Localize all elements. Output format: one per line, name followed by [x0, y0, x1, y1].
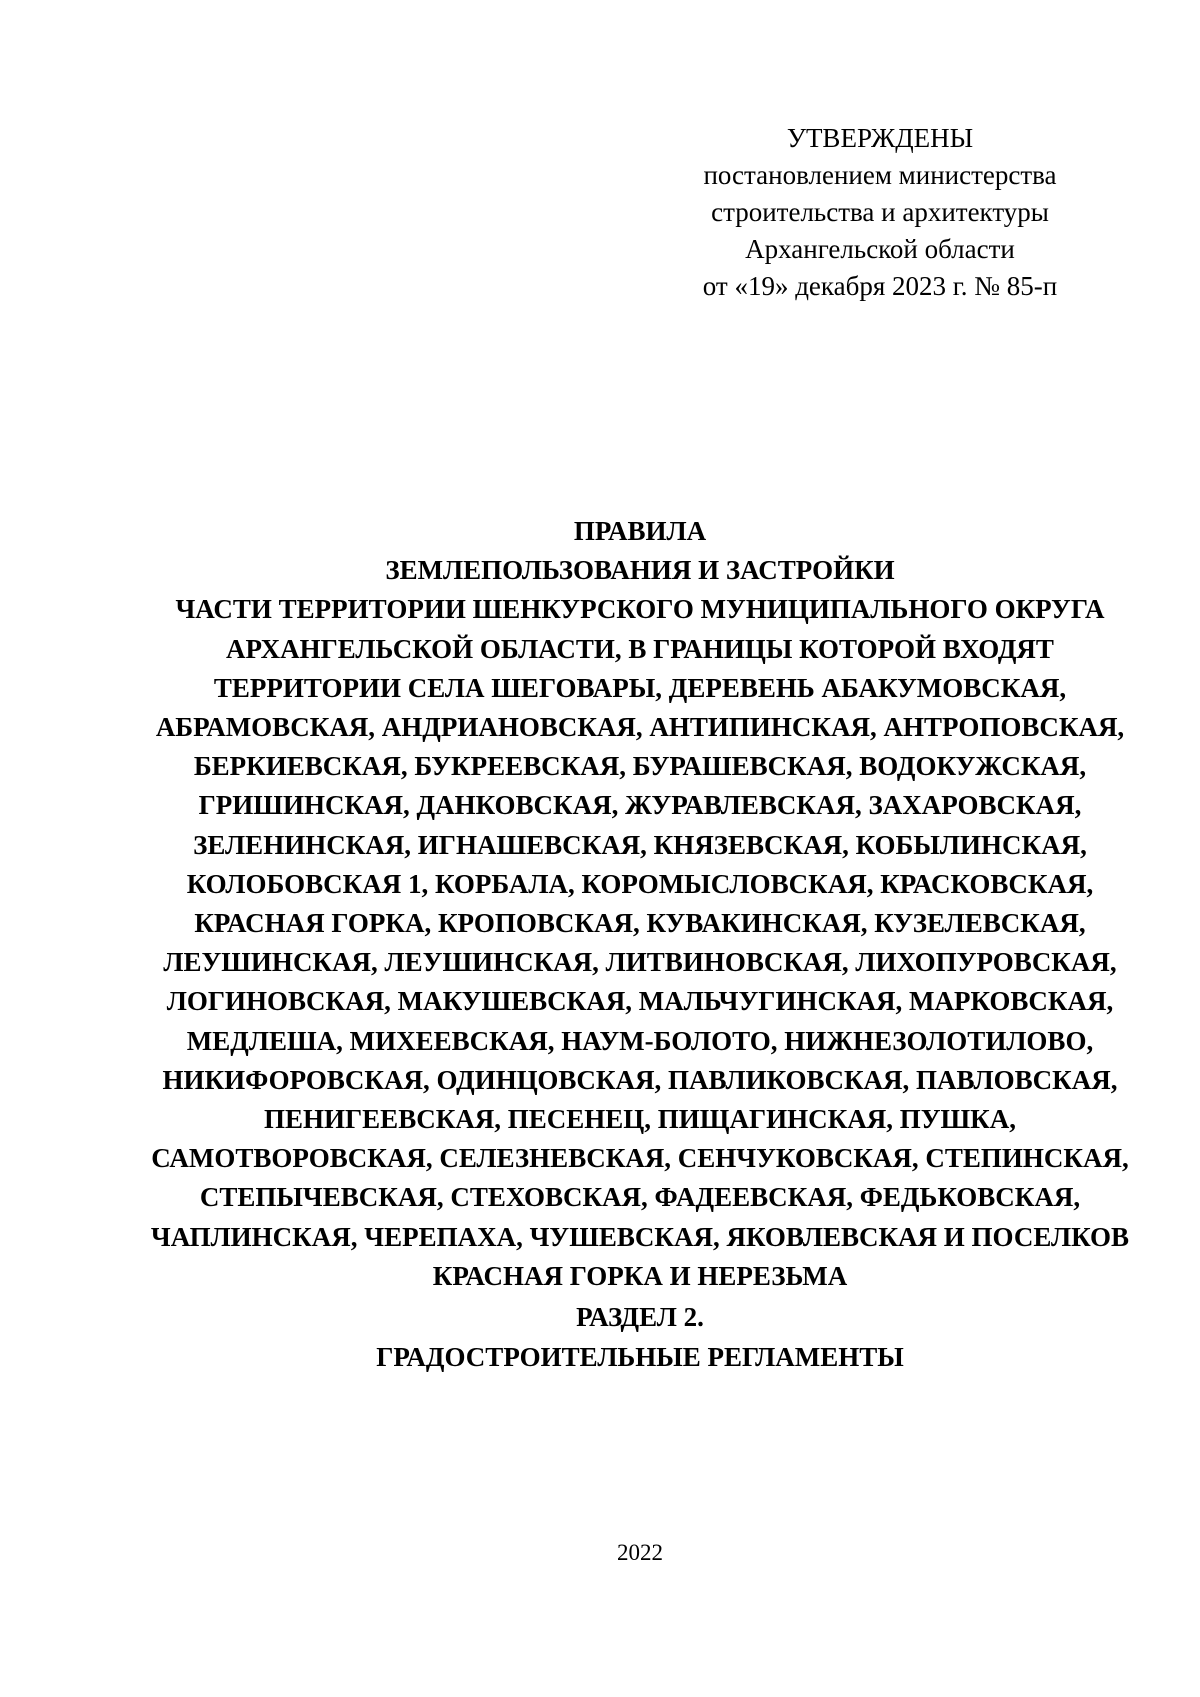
approval-stamp	[700, 120, 1060, 305]
title-line: МЕДЛЕША, МИХЕЕВСКАЯ, НАУМ-БОЛОТО, НИЖНЕЗОЛОТИЛОВО,	[186, 1025, 1094, 1056]
title-line: ЧАСТИ ТЕРРИТОРИИ ШЕНКУРСКОГО МУНИЦИПАЛЬНОГО ОКРУГА	[175, 594, 1105, 625]
title-line: КРАСНАЯ ГОРКА, КРОПОВСКАЯ, КУВАКИНСКАЯ, КУЗЕЛЕВСКАЯ,	[194, 908, 1086, 939]
approval-date-number: от «19» декабря 2023 г. № 85-п	[702, 271, 1058, 301]
approval-line: Архангельской области	[745, 234, 1015, 264]
section-title: ГРАДОСТРОИТЕЛЬНЫЕ РЕГЛАМЕНТЫ	[376, 1342, 904, 1372]
title-line: ЧАПЛИНСКАЯ, ЧЕРЕПАХА, ЧУШЕВСКАЯ, ЯКОВЛЕВСКАЯ И ПОСЕЛКОВ	[150, 1221, 1130, 1252]
title-line: ГРИШИНСКАЯ, ДАНКОВСКАЯ, ЖУРАВЛЕВСКАЯ, ЗАХАРОВСКАЯ,	[198, 790, 1082, 821]
title-line: НИКИФОРОВСКАЯ, ОДИНЦОВСКАЯ, ПАВЛИКОВСКАЯ, ПАВЛОВСКАЯ,	[162, 1064, 1118, 1095]
approval-heading: УТВЕРЖДЕНЫ	[786, 123, 974, 153]
section-heading	[100, 1297, 1180, 1377]
approval-line: строительства и архитектуры	[711, 197, 1049, 227]
section-number: РАЗДЕЛ 2.	[576, 1302, 704, 1332]
title-line: АРХАНГЕЛЬСКОЙ ОБЛАСТИ, В ГРАНИЦЫ КОТОРОЙ ВХОДЯТ	[226, 633, 1054, 664]
title-line: КОЛОБОВСКАЯ 1, КОРБАЛА, КОРОМЫСЛОВСКАЯ, КРАСКОВСКАЯ,	[186, 868, 1094, 899]
title-line: САМОТВОРОВСКАЯ, СЕЛЕЗНЕВСКАЯ, СЕНЧУКОВСКАЯ, СТЕПИНСКАЯ,	[151, 1143, 1129, 1174]
title-line: ЗЕЛЕНИНСКАЯ, ИГНАШЕВСКАЯ, КНЯЗЕВСКАЯ, КОБЫЛИНСКАЯ,	[193, 829, 1087, 860]
title-line: ПРАВИЛА	[573, 516, 707, 546]
title-line: ЛОГИНОВСКАЯ, МАКУШЕВСКАЯ, МАЛЬЧУГИНСКАЯ, МАРКОВСКАЯ,	[166, 986, 1114, 1017]
title-line: КРАСНАЯ ГОРКА И НЕРЕЗЬМА	[432, 1260, 848, 1291]
title-line: ТЕРРИТОРИИ СЕЛА ШЕГОВАРЫ, ДЕРЕВЕНЬ АБАКУМОВСКАЯ,	[213, 672, 1067, 703]
title-line: АБРАМОВСКАЯ, АНДРИАНОВСКАЯ, АНТИПИНСКАЯ, АНТРОПОВСКАЯ,	[155, 712, 1125, 743]
title-line: ПЕНИГЕЕВСКАЯ, ПЕСЕНЕЦ, ПИЩАГИНСКАЯ, ПУШКА,	[263, 1104, 1017, 1135]
title-line: СТЕПЫЧЕВСКАЯ, СТЕХОВСКАЯ, ФАДЕЕВСКАЯ, ФЕДЬКОВСКАЯ,	[199, 1182, 1081, 1213]
title-line: ЛЕУШИНСКАЯ, ЛЕУШИНСКАЯ, ЛИТВИНОВСКАЯ, ЛИХОПУРОВСКАЯ,	[163, 947, 1117, 978]
approval-line: постановлением министерства	[703, 160, 1057, 190]
title-line: БЕРКИЕВСКАЯ, БУКРЕЕВСКАЯ, БУРАШЕВСКАЯ, ВОДОКУЖСКАЯ,	[193, 751, 1087, 782]
document-year: 2022	[617, 1540, 663, 1565]
title-line: ЗЕМЛЕПОЛЬЗОВАНИЯ И ЗАСТРОЙКИ	[385, 555, 895, 586]
document-title	[100, 512, 1180, 1296]
